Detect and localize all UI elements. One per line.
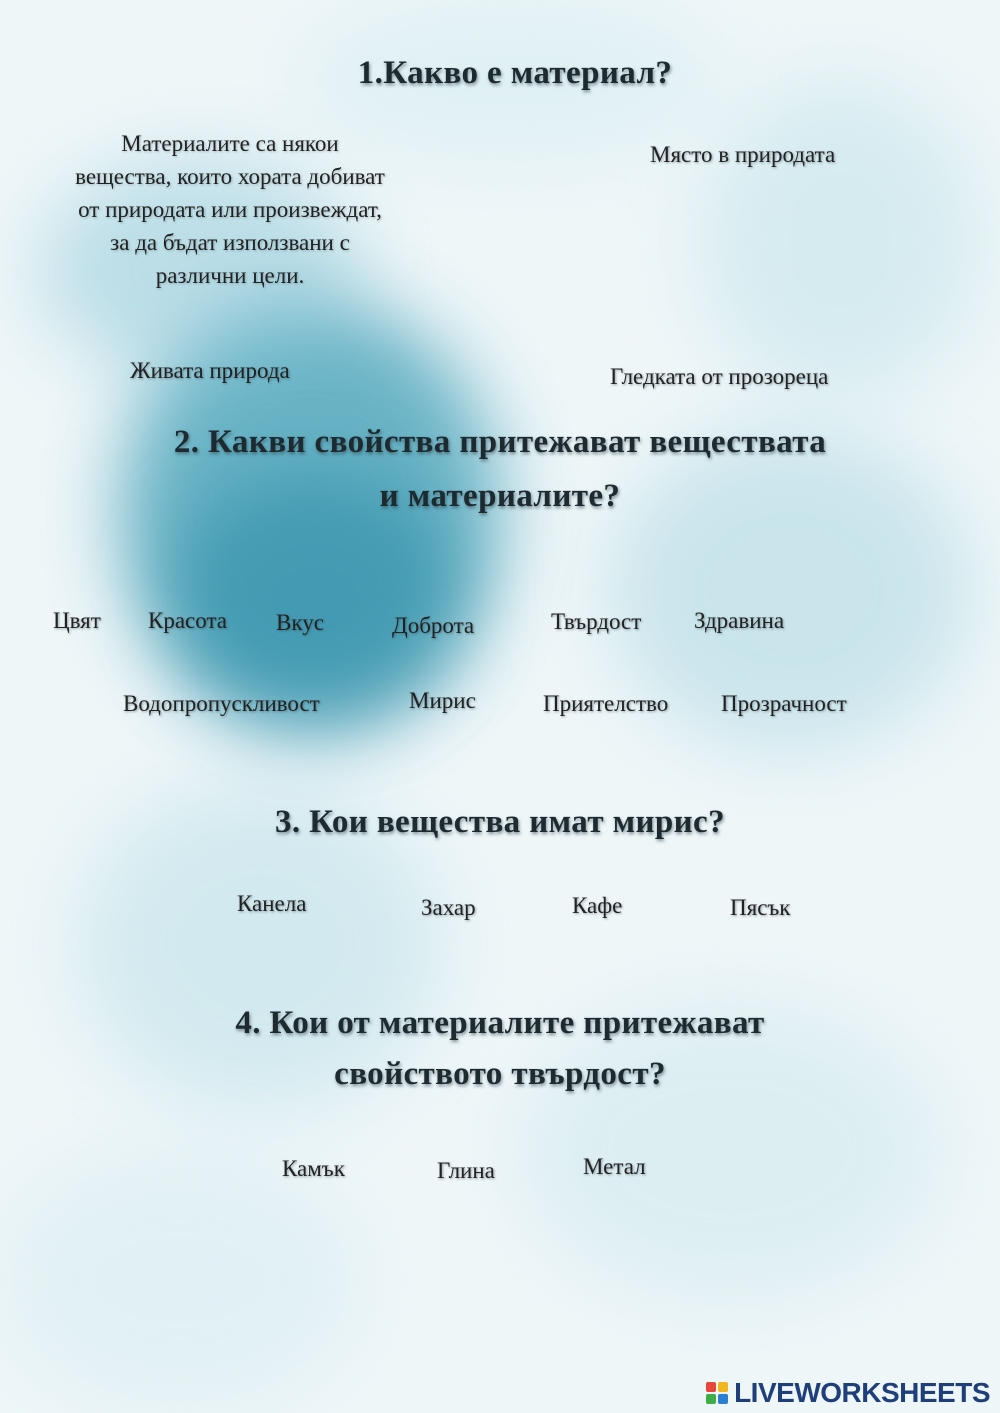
definition-option[interactable] [40, 127, 420, 292]
option-living-nature[interactable]: Живата природа [130, 358, 290, 383]
option-friendship[interactable]: Приятелство [543, 691, 669, 716]
option-transparency[interactable]: Прозрачност [721, 691, 847, 716]
option-coffee[interactable]: Кафе [572, 893, 623, 918]
option-color[interactable]: Цвят [53, 608, 101, 633]
option-window-view[interactable]: Гледката от прозореца [610, 364, 829, 389]
question-4-title-line-2: свойството твърдост? [334, 1056, 666, 1092]
liveworksheets-logo-icon [706, 1382, 728, 1404]
option-place-in-nature[interactable]: Място в природата [650, 142, 836, 167]
question-1-title: 1.Какво е материал? [357, 55, 673, 91]
definition-line: различни цели. [155, 263, 305, 288]
option-beauty[interactable]: Красота [148, 608, 227, 633]
question-3-title: 3. Кои вещества имат мирис? [274, 804, 726, 840]
brand-name: LIVEWORKSHEETS [734, 1377, 990, 1408]
liveworksheets-brand[interactable] [706, 1376, 990, 1410]
option-smell[interactable]: Мирис [409, 688, 476, 713]
option-clay[interactable]: Глина [437, 1158, 495, 1183]
question-2-title-line-1: 2. Какви свойства притежават веществата [173, 424, 827, 460]
option-metal[interactable]: Метал [583, 1154, 646, 1179]
option-taste[interactable]: Вкус [276, 610, 324, 635]
option-sand[interactable]: Пясък [730, 895, 791, 920]
definition-line: за да бъдат използвани с [110, 230, 350, 255]
option-hardness[interactable]: Твърдост [551, 609, 642, 634]
option-sugar[interactable]: Захар [421, 895, 476, 920]
definition-line: от природата или произвеждат, [78, 197, 382, 222]
definition-line: вещества, които хората добиват [75, 164, 385, 189]
option-cinnamon[interactable]: Канела [237, 891, 307, 916]
question-4-title-line-1: 4. Кои от материалите притежават [235, 1005, 765, 1041]
question-2-title-line-2: и материалите? [379, 478, 621, 514]
option-water-permeability[interactable]: Водопропускливост [123, 691, 320, 716]
definition-line: Материалите са някои [121, 131, 339, 156]
option-kindness[interactable]: Доброта [392, 613, 475, 638]
option-strength[interactable]: Здравина [694, 608, 785, 633]
option-stone[interactable]: Камък [282, 1156, 345, 1181]
